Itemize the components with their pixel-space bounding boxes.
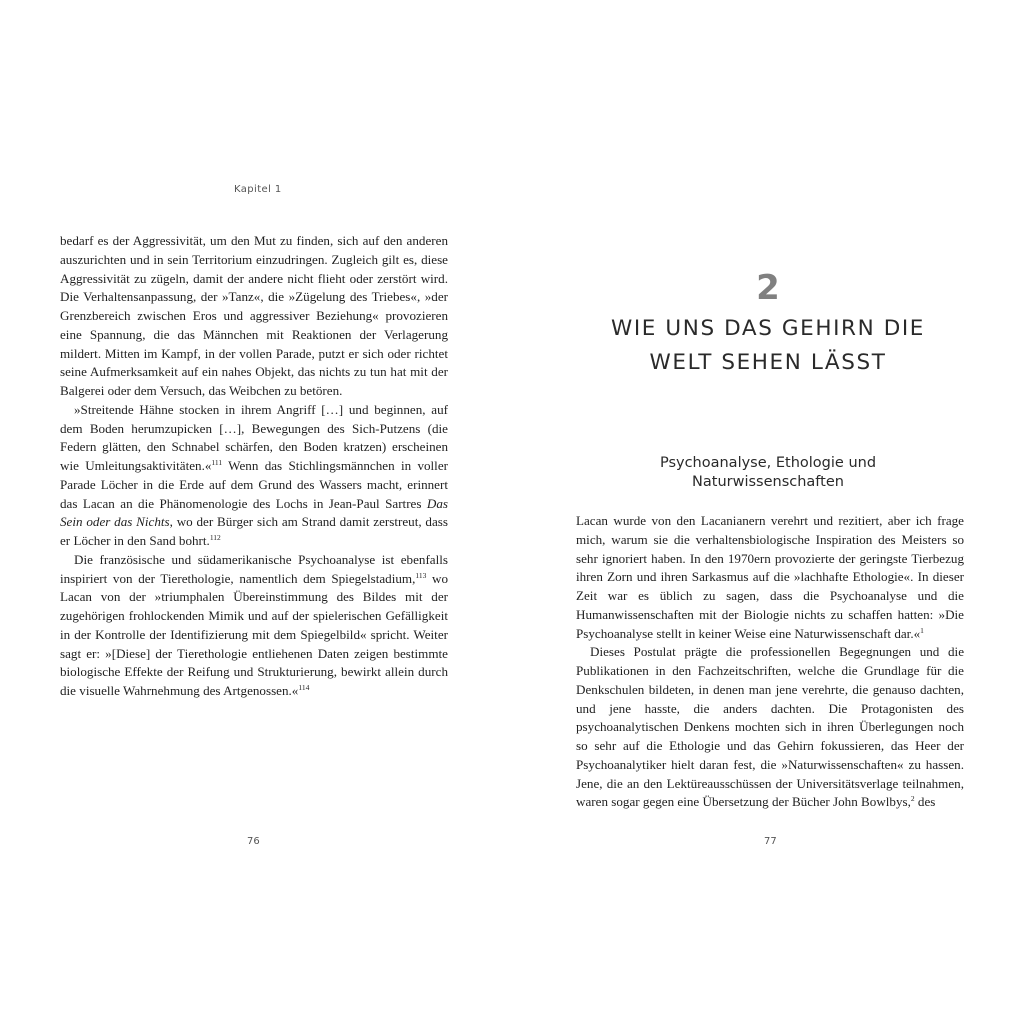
- paragraph-text: Wenn das Stichlingsmännchen in voller Parade Löcher in die Erde auf dem Grund des Wassers macht, erinnert das Lacan an die Phänomenologie des Lochs in Jean-Paul Sartres: [60, 458, 448, 511]
- chapter-title-line: WIE UNS DAS GEHIRN DIE: [611, 316, 925, 341]
- footnote-ref[interactable]: 111: [211, 458, 223, 467]
- right-page: [512, 0, 1024, 1024]
- left-page-body: [60, 232, 448, 701]
- page-number: 76: [247, 836, 260, 847]
- footnote-ref[interactable]: 113: [415, 570, 427, 580]
- chapter-title-line: WELT SEHEN LÄSST: [649, 350, 887, 375]
- paragraph-text: wo Lacan von der »triumphalen Übereinstimmung des Bildes mit der zugehörigen frohlockenden Mimik und auf der spielerischen Gefälligkeit in der Kontrolle der Identifizierung mit dem Spiegelbild« spricht. Weiter sagt er: »[Diese] der Tierethologie entliehenen Daten zeigen bestimmte biologische Effekte der Reifung und Strukturierung, bewirkt allein durch die visuelle Wahrnehmung des Artgenossen.«: [60, 570, 448, 698]
- chapter-title: [558, 312, 978, 380]
- paragraph-text: , wo der Bürger sich am Strand damit zerstreut, dass er Löcher in den Sand bohrt.: [60, 514, 448, 548]
- paragraph-text: bedarf es der Aggressivität, um den Mut zu finden, sich auf den anderen auszurichten und in sein Territorium einzudringen. Zugleich gilt es, diese Aggressivität zu zügeln, damit der andere nicht flieht oder zerstört wird. Die Verhaltensanpassung, der »Tanz«, die »Zügelung des Triebes«, »der Grenzbereich zwischen Eros und aggressiver Beziehung« provozieren eine Spannung, die das Männchen mit Reaktionen der Verlagerung mildert. Mitten im Kampf, in der vollen Parade, putzt er sich oder richtet seine Aufmerksamkeit auf ein nahes Objekt, das nichts zu tun hat mit der Balgerei oder dem Versuch, das Weibchen zu betören.: [60, 233, 448, 398]
- footnote-ref[interactable]: 2: [910, 794, 915, 804]
- paragraph: [60, 232, 448, 401]
- paragraph-text: des: [914, 794, 936, 810]
- running-head: Kapitel 1: [234, 184, 282, 195]
- paragraph: [576, 512, 964, 643]
- paragraph-text: Dieses Postulat prägte die professionellen Begegnungen und die Publikationen in den Fachzeitschriften, welche die Grundlage für die Denkschulen bildeten, in denen man jene verehrte, die genauso dachten, und jene hasste, die anders dachten. Die Protagonisten des psychoanalytischen Denkens mochten sich in ihren Überlegungen noch so sehr auf die Ethologie und das Gehirn fokussieren, das Heer der Psychoanalytiker hielt daran fest, die »Naturwissenschaften« zu hassen. Jene, die an den Lektüreausschüssen der Universitätsverlage teilnahmen, waren sogar gegen eine Übersetzung der Bücher John Bowlbys,: [576, 644, 964, 810]
- paragraph: [60, 551, 448, 701]
- paragraph-text: Die französische und südamerikanische Psychoanalyse ist ebenfalls inspiriert von der Tierethologie, namentlich dem Spiegelstadium,: [60, 551, 448, 586]
- section-heading-line: Naturwissenschaften: [692, 474, 844, 490]
- footnote-ref[interactable]: 114: [298, 683, 310, 692]
- footnote-ref[interactable]: 1: [920, 625, 924, 635]
- paragraph: [576, 643, 964, 812]
- section-heading: [598, 454, 938, 492]
- right-page-body: [576, 512, 964, 812]
- footnote-ref[interactable]: 112: [209, 533, 221, 542]
- paragraph-text: »Streitende Hähne stocken in ihrem Angriff […] und beginnen, auf dem Boden herumzupicken […], Bewegungen des Sich-Putzens (die Federn glätten, den Schnabel schärfen, den Boden kratzen) erscheinen wie Umleitungsaktivitäten.«: [60, 401, 448, 473]
- chapter-number: 2: [756, 268, 780, 308]
- book-title: Das Sein oder das Nichts: [60, 495, 448, 530]
- section-heading-line: Psychoanalyse, Ethologie und: [659, 455, 877, 471]
- paragraph: [60, 401, 448, 551]
- page-number: 77: [764, 836, 777, 847]
- paragraph-text: Lacan wurde von den Lacanianern verehrt und rezitiert, aber ich frage mich, warum sie die verhaltensbiologische Inspiration des Meisters so sehr ignoriert haben. In den 1970ern provozierte der geringste Tierbezug ihren Zorn und ihren Sarkasmus auf die »lachhafte Ethologie«. In dieser Zeit war es üblich zu sagen, dass die Psychoanalyse und die Humanwissenschaften mit der Biologie nichts zu schaffen hatten: »Die Psychoanalyse stellt in keiner Weise eine Naturwissenschaft dar.«: [576, 513, 964, 641]
